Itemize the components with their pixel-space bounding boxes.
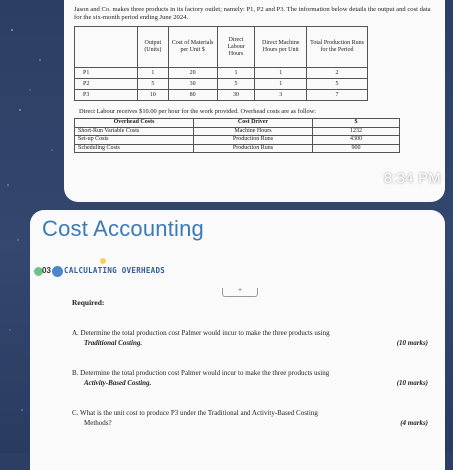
cell: 2 [307, 68, 368, 79]
yellow-dot-icon [100, 258, 106, 264]
cell: Production Runs [194, 136, 313, 145]
course-card [30, 210, 445, 470]
cell: Production Runs [194, 144, 313, 153]
cell: 7 [307, 90, 368, 101]
cell: 30 [217, 90, 255, 101]
cell: 1 [255, 79, 307, 90]
question-c [72, 408, 432, 428]
section-number: 03 [42, 266, 51, 275]
cell: 4300 [313, 136, 400, 145]
table-row [75, 127, 400, 136]
question-marks: (10 marks) [396, 339, 428, 347]
table-row [75, 68, 368, 79]
header-materials: Cost of Materials per Unit $ [168, 27, 217, 68]
section-title: CALCULATING OVERHEADS [64, 266, 166, 275]
header-output: Output (Units) [138, 27, 169, 68]
row-label: P3 [75, 90, 138, 101]
cell: 3 [255, 90, 307, 101]
product-table [74, 26, 368, 101]
cell: Short-Run Variable Costs [75, 127, 194, 136]
cell: 80 [168, 90, 217, 101]
cell: 20 [168, 68, 217, 79]
intro-text: Jason and Co. makes three products in its factory outlet; namely: P1, P2 and P3. The information below details the output and cost data for the six-month period ending June 2024. [74, 6, 431, 22]
overhead-table [74, 118, 400, 153]
table-row [75, 79, 368, 90]
question-marks: (10 marks) [396, 379, 428, 387]
question-a [72, 328, 432, 348]
cell: Scheduling Costs [75, 144, 194, 153]
cell: 1 [255, 68, 307, 79]
overhead-table-header [75, 119, 400, 128]
cell: 5 [138, 79, 169, 90]
header-machine: Direct Machine Hours per Unit [255, 27, 307, 68]
cell: 900 [313, 144, 400, 153]
header-product [75, 27, 138, 68]
table-row [75, 144, 400, 153]
blue-dot-icon [52, 266, 63, 277]
product-table-header [75, 27, 368, 68]
question-text: A. Determine the total production cost Palmer would incur to make the three products using [72, 329, 330, 337]
cell: 1 [217, 68, 255, 79]
question-b [72, 368, 432, 388]
header-overhead: Overhead Costs [75, 119, 194, 128]
table-row [75, 136, 400, 145]
question-marks: (4 marks) [400, 419, 428, 427]
header-labour: Direct Labour Hours [217, 27, 255, 68]
cell: 10 [138, 90, 169, 101]
question-method: Traditional Costing. [84, 339, 143, 347]
cell: 1 [138, 68, 169, 79]
question-text: B. Determine the total production cost Palmer would incur to make the three products using [72, 369, 330, 377]
cell: 30 [168, 79, 217, 90]
required-label: Required: [72, 298, 105, 307]
cell: 5 [307, 79, 368, 90]
cell: 1232 [313, 127, 400, 136]
header-amount: $ [313, 119, 400, 128]
header-runs: Total Production Runs for the Period [307, 27, 368, 68]
row-label: P2 [75, 79, 138, 90]
cell: Machine Hours [194, 127, 313, 136]
cell: Set-up Costs [75, 136, 194, 145]
cell: 5 [217, 79, 255, 90]
row-label: P1 [75, 68, 138, 79]
labour-note: Direct Labour receives $10.00 per hour for the work provided. Overhead costs are as follow: [79, 108, 317, 116]
question-method: Methods? [84, 419, 112, 427]
course-title: Cost Accounting [42, 216, 204, 241]
question-text: C. What is the unit cost to produce P3 under the Traditional and Activity-Based Costing [72, 409, 318, 417]
add-tab-button[interactable]: + [222, 288, 258, 297]
clock-time: 8:34 PM [383, 170, 441, 187]
header-driver: Cost Driver [194, 119, 313, 128]
table-row [75, 90, 368, 101]
question-method: Activity-Based Costing. [84, 379, 152, 387]
